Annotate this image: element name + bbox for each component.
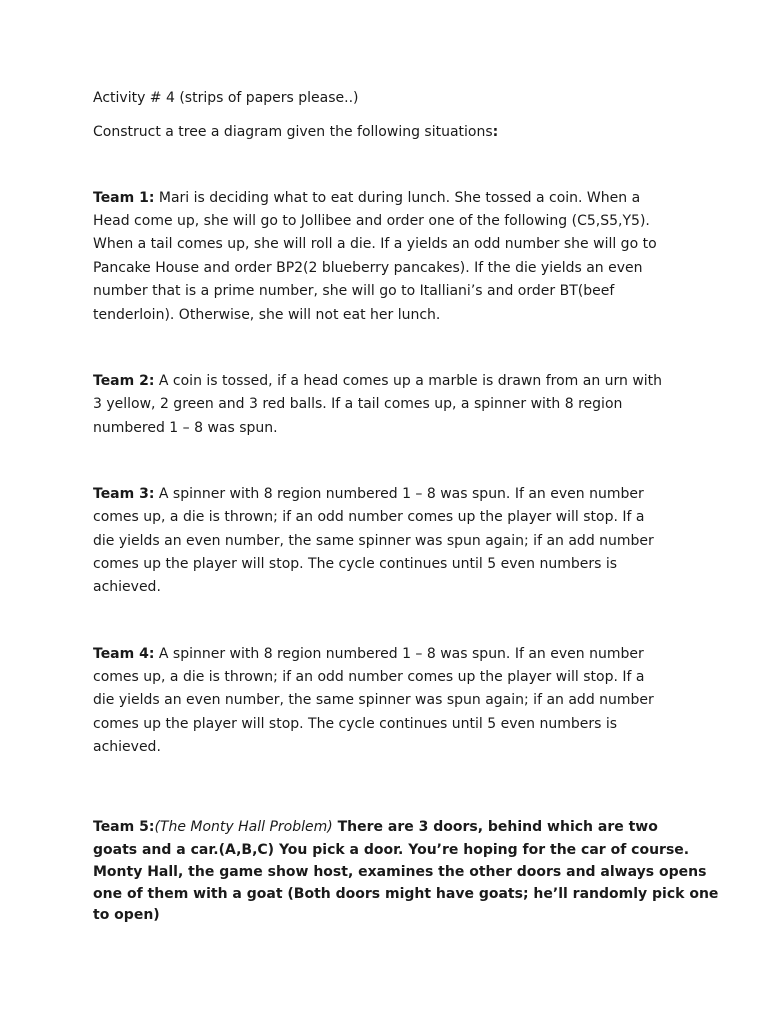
team1-label: Team 1:: [93, 190, 155, 206]
team4-text-5: achieved.: [93, 739, 161, 755]
team1-text-2: Head come up, she will go to Jollibee and order one of the following (C5,S5,Y5).: [93, 213, 650, 229]
team3-text-3: die yields an even number, the same spinner was spun again; if an add number: [93, 533, 654, 549]
team4-label: Team 4:: [93, 646, 155, 662]
team5-line-1: [93, 817, 658, 837]
team3-text-2: comes up, a die is thrown; if an odd number comes up the player will stop. If a: [93, 509, 645, 525]
instruction-colon: :: [492, 124, 499, 140]
team5-text-3: Monty Hall, the game show host, examines the other doors and always opens: [93, 864, 707, 880]
team5-text-2: goats and a car.(A,B,C) You pick a door. You’re hoping for the car of course.: [93, 842, 690, 858]
team2-text-3: numbered 1 – 8 was spun.: [93, 420, 278, 436]
team2-line-1: [93, 371, 662, 391]
team4-text-2: comes up, a die is thrown; if an odd number comes up the player will stop. If a: [93, 669, 645, 685]
team2-text-1: A coin is tossed, if a head comes up a marble is drawn from an urn with: [154, 373, 663, 389]
team2-text-2: 3 yellow, 2 green and 3 red balls. If a tail comes up, a spinner with 8 region: [93, 396, 623, 412]
team5-text-4: one of them with a goat (Both doors might have goats; he’ll randomly pick one: [93, 886, 719, 902]
team5-text-1: There are 3 doors, behind which are two: [332, 819, 658, 835]
team1-text-1: Mari is deciding what to eat during lunch. She tossed a coin. When a: [154, 190, 641, 206]
team4-line-1: [93, 644, 644, 664]
team1-text-4: Pancake House and order BP2(2 blueberry pancakes). If the die yields an even: [93, 260, 643, 276]
team1-text-3: When a tail comes up, she will roll a die. If a yields an odd number she will go to: [93, 236, 657, 252]
team5-label: Team 5:: [93, 819, 155, 835]
team5-text-5: to open): [93, 907, 160, 923]
instruction-line: [93, 122, 498, 142]
team3-line-1: [93, 484, 644, 504]
team2-label: Team 2:: [93, 373, 155, 389]
team3-label: Team 3:: [93, 486, 155, 502]
team3-text-1: A spinner with 8 region numbered 1 – 8 was spun. If an even number: [154, 486, 644, 502]
team1-text-5: number that is a prime number, she will go to Italliani’s and order BT(beef: [93, 283, 615, 299]
activity-title: Activity # 4 (strips of papers please..): [93, 90, 359, 106]
team5-italic-title: (The Monty Hall Problem): [154, 819, 333, 835]
instruction-text: Construct a tree a diagram given the following situations: [93, 124, 493, 140]
team4-text-3: die yields an even number, the same spinner was spun again; if an add number: [93, 692, 654, 708]
team3-text-5: achieved.: [93, 579, 161, 595]
team1-text-6: tenderloin). Otherwise, she will not eat her lunch.: [93, 307, 441, 323]
team3-text-4: comes up the player will stop. The cycle continues until 5 even numbers is: [93, 556, 618, 572]
team4-text-4: comes up the player will stop. The cycle continues until 5 even numbers is: [93, 716, 618, 732]
team4-text-1: A spinner with 8 region numbered 1 – 8 was spun. If an even number: [154, 646, 644, 662]
team1-line-1: [93, 188, 640, 208]
